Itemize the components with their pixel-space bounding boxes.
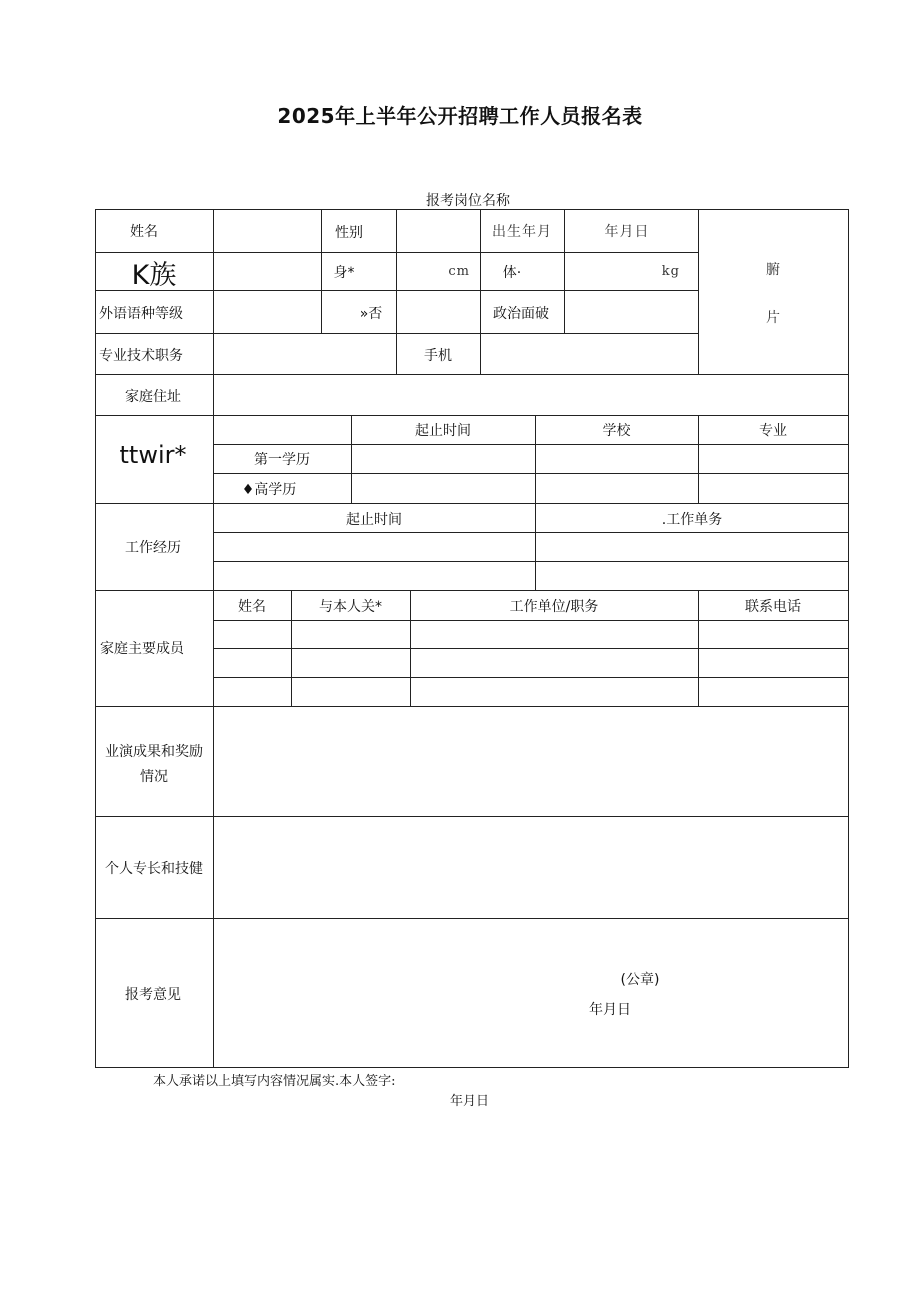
work-col-unit: .工作单务 [661, 511, 723, 528]
skills-field[interactable] [214, 817, 848, 918]
family-label: 家庭主要成员 [100, 641, 184, 657]
name-field[interactable] [214, 210, 320, 252]
birth-field[interactable]: 年月日 [604, 223, 650, 240]
political-label: 政治面破 [493, 305, 549, 322]
language-field[interactable] [214, 291, 320, 333]
skills-label: 个人专长和技健 [105, 861, 203, 877]
gender-field[interactable] [397, 210, 480, 252]
work-row-1-unit[interactable] [536, 533, 848, 561]
achievements-field[interactable] [214, 707, 848, 816]
seal-label: (公章) [620, 972, 660, 988]
family-row-2-relation[interactable] [292, 649, 410, 677]
tech-title-label: 专业技术职务 [99, 347, 183, 364]
height-label: 身* [333, 265, 355, 281]
family-col-phone: 联系电话 [745, 599, 801, 615]
edu-col-period: 起止时间 [415, 423, 471, 439]
form-title: 2025年上半年公开招聘工作人员报名表 [277, 104, 643, 128]
edu-col-major: 专业 [759, 423, 787, 439]
opinion-label: 报考意见 [125, 987, 181, 1003]
grid-line [848, 209, 849, 1068]
post-name-label: 报考岗位名称 [426, 193, 510, 209]
family-row-1-phone[interactable] [699, 621, 848, 648]
promise-statement: 本人承诺以上填写内容情况属实.本人签字: [153, 1074, 396, 1089]
opinion-field[interactable] [214, 919, 848, 1067]
edu-highest-major-field[interactable] [699, 474, 848, 503]
weight-unit[interactable]: kg [661, 263, 680, 279]
grid-line [698, 209, 699, 374]
language-label: 外语语种等级 [99, 305, 183, 322]
marital-label: »否 [359, 305, 383, 322]
ethnicity-label: K族 [131, 259, 177, 291]
family-col-unit: 工作单位/职务 [509, 599, 599, 615]
address-label: 家庭住址 [125, 388, 181, 405]
name-label: 姓名 [130, 223, 158, 240]
family-row-1-name[interactable] [214, 621, 291, 648]
registration-table [95, 209, 849, 1068]
height-unit[interactable]: cm [448, 263, 470, 279]
edu-row-first: 第一学历 [254, 452, 310, 468]
gender-label: 性别 [335, 224, 363, 241]
work-col-period: 起止时间 [346, 511, 402, 528]
family-row-2-phone[interactable] [699, 649, 848, 677]
edu-col-school: 学校 [602, 423, 631, 439]
promise-date: 年月日 [450, 1094, 490, 1109]
work-row-2-period[interactable] [214, 562, 535, 590]
weight-label: 体· [502, 265, 522, 281]
marital-field[interactable] [397, 291, 480, 333]
family-row-3-name[interactable] [214, 678, 291, 706]
family-row-3-relation[interactable] [292, 678, 410, 706]
family-col-relation: 与本人关* [319, 599, 382, 615]
achievements-label-line-2: 情况 [140, 769, 168, 785]
family-row-3-phone[interactable] [699, 678, 848, 706]
work-label: 工作经历 [125, 539, 181, 556]
family-col-name: 姓名 [238, 599, 266, 615]
edu-highest-period-field[interactable] [352, 474, 535, 503]
tech-title-field[interactable] [214, 334, 396, 374]
work-row-2-unit[interactable] [536, 562, 848, 590]
family-row-2-unit[interactable] [411, 649, 698, 677]
edu-first-period-field[interactable] [352, 445, 535, 473]
political-field[interactable] [565, 291, 698, 333]
family-row-2-name[interactable] [214, 649, 291, 677]
birth-label: 出生年月 [492, 223, 552, 240]
address-field[interactable] [214, 375, 848, 415]
edu-first-school-field[interactable] [536, 445, 698, 473]
education-label: ttwir* [119, 441, 187, 469]
edu-row-highest: ♦高学历 [241, 482, 297, 498]
family-row-1-relation[interactable] [292, 621, 410, 648]
family-row-1-unit[interactable] [411, 621, 698, 648]
family-row-3-unit[interactable] [411, 678, 698, 706]
edu-highest-school-field[interactable] [536, 474, 698, 503]
photo-label-1: 腑 [766, 262, 780, 278]
work-row-1-period[interactable] [214, 533, 535, 561]
achievements-label-line-1: 业演成果和奖励 [105, 744, 203, 760]
photo-label-2: 片 [766, 310, 780, 326]
edu-first-major-field[interactable] [699, 445, 848, 473]
opinion-date: 年月日 [589, 1002, 631, 1018]
phone-field[interactable] [481, 334, 698, 374]
ethnicity-field[interactable] [214, 253, 320, 290]
phone-label: 手机 [424, 347, 452, 364]
